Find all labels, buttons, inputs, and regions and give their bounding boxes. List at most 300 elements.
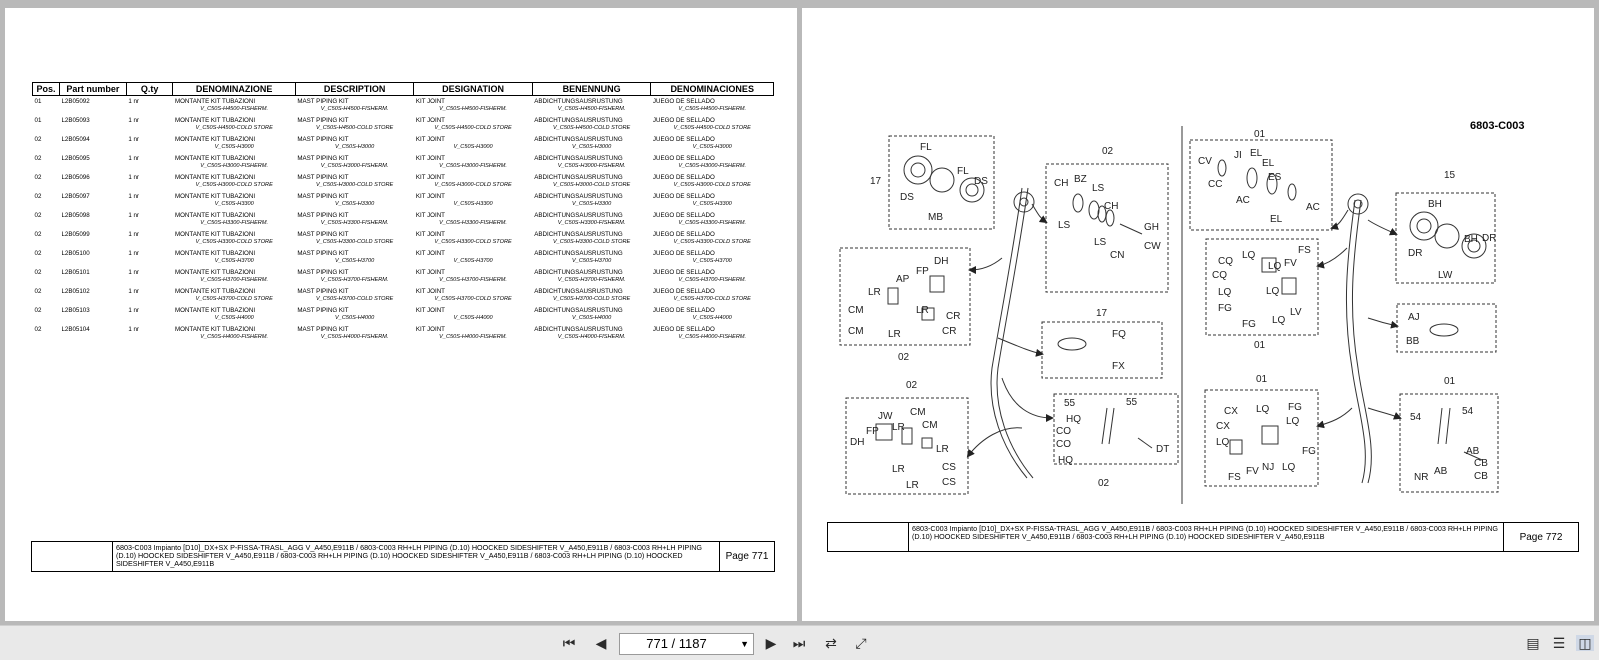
cell-version-note: V_C50S-H3300-FISHERM. <box>320 220 389 226</box>
label-gh: GH <box>1144 222 1159 233</box>
cell-qty: 1 nr <box>128 250 139 257</box>
cell-denominazione: MONTANTE KIT TUBAZIONI <box>174 231 256 238</box>
cell-denominaciones: JUEGO DE SELLADO <box>652 250 715 257</box>
label-bb: BB <box>1406 336 1420 347</box>
label-02-c: 02 <box>906 380 918 391</box>
table-row-note <box>33 106 774 115</box>
col-qty: Q.ty <box>126 83 173 96</box>
cell-version-note: V_C50S-H3000-COLD STORE <box>195 182 273 188</box>
table-row <box>33 305 774 315</box>
cell-version-note: V_C50S-H3700-FISHERM. <box>439 277 507 283</box>
col-part-number: Part number <box>59 83 126 96</box>
cell-version-note: V_C50S-H3000 <box>214 144 254 150</box>
cell-part-number: L2B05100 <box>61 250 90 257</box>
cell-qty: 1 nr <box>128 288 139 295</box>
col-denominaciones: DENOMINACIONES <box>651 83 774 96</box>
cell-description: MAST PIPING KIT <box>297 212 349 219</box>
seal-fl <box>904 156 932 184</box>
cell-denominaciones: JUEGO DE SELLADO <box>652 269 715 276</box>
cell-version-note: V_C50S-H3300 <box>453 201 493 207</box>
cell-description: MAST PIPING KIT <box>297 136 349 143</box>
table-row <box>33 324 774 334</box>
label-lr-2: LR <box>888 329 901 340</box>
cell-version-note: V_C50S-H3300-FISHERM. <box>200 220 269 226</box>
table-row <box>33 267 774 277</box>
continuous-icon[interactable]: ☰ <box>1552 635 1566 651</box>
label-cm-3: CM <box>910 407 926 418</box>
cell-denominaciones: JUEGO DE SELLADO <box>652 326 715 333</box>
table-row-note <box>33 315 774 324</box>
cell-denominaciones: JUEGO DE SELLADO <box>652 193 715 200</box>
label-co-2: CO <box>1056 439 1071 450</box>
cell-pos: 02 <box>34 155 42 162</box>
label-01-d: 01 <box>1444 376 1456 387</box>
cell-denominaciones: JUEGO DE SELLADO <box>652 307 715 314</box>
page-footer <box>31 541 775 572</box>
cell-version-note: V_C50S-H3300 <box>572 201 612 207</box>
page-number: Page 772 <box>1519 531 1563 543</box>
cell-qty: 1 nr <box>128 117 139 124</box>
table-row <box>33 115 774 125</box>
label-el-2: EL <box>1262 158 1275 169</box>
first-page-icon[interactable]: ⏮ <box>562 635 576 651</box>
label-01-c: 01 <box>1256 374 1268 385</box>
cell-pos: 01 <box>34 117 42 124</box>
label-01-b: 01 <box>1254 340 1266 351</box>
label-cm: CM <box>848 305 864 316</box>
cell-version-note: V_C50S-H3300-FISHERM. <box>678 220 747 226</box>
cell-denominaciones: JUEGO DE SELLADO <box>652 231 715 238</box>
cell-part-number: L2B05094 <box>61 136 90 143</box>
table-row-note <box>33 125 774 134</box>
label-bh: BH <box>1428 199 1442 210</box>
cell-benennung: ABDICHTUNGSAUSRUSTUNG <box>534 212 623 219</box>
cell-description: MAST PIPING KIT <box>297 288 349 295</box>
label-ji: JI <box>1234 150 1242 161</box>
label-ch-2: CH <box>1104 201 1119 212</box>
cell-version-note: V_C50S-H4500-COLD STORE <box>315 125 394 131</box>
label-cw: CW <box>1144 241 1161 252</box>
cell-version-note: V_C50S-H3700 <box>214 258 254 264</box>
cell-version-note: V_C50S-H3000-FISHERM. <box>200 163 269 169</box>
label-cb: CB <box>1474 458 1488 469</box>
cell-version-note: V_C50S-H3700 <box>692 258 732 264</box>
cell-description: MAST PIPING KIT <box>297 269 349 276</box>
cell-version-note: V_C50S-H4000 <box>692 315 732 321</box>
label-ch: CH <box>1054 178 1069 189</box>
cell-denominazione: MONTANTE KIT TUBAZIONI <box>174 136 256 143</box>
cell-part-number: L2B05102 <box>61 288 90 295</box>
table-row-note <box>33 201 774 210</box>
cell-version-note: V_C50S-H3700-COLD STORE <box>673 296 751 302</box>
viewer-toolbar <box>0 625 1599 660</box>
cell-version-note: V_C50S-H4500-COLD STORE <box>552 125 631 131</box>
cell-description: MAST PIPING KIT <box>297 193 349 200</box>
cell-designation: KIT JOINT <box>415 269 445 276</box>
cell-part-number: L2B05097 <box>61 193 90 200</box>
cell-version-note: V_C50S-H4500-FISHERM. <box>678 106 747 112</box>
cell-benennung: ABDICHTUNGSAUSRUSTUNG <box>534 117 623 124</box>
cell-version-note: V_C50S-H3700-COLD STORE <box>434 296 512 302</box>
label-ab-2: AB <box>1466 446 1480 457</box>
label-cs-2: CS <box>942 477 956 488</box>
label-ls-3: LS <box>1094 237 1107 248</box>
cell-version-note: V_C50S-H4000 <box>214 315 254 321</box>
label-bz: BZ <box>1074 174 1087 185</box>
cell-pos: 02 <box>34 288 42 295</box>
label-hq-2: HQ <box>1058 455 1073 466</box>
table-row <box>33 191 774 201</box>
table-row <box>33 229 774 239</box>
cell-version-note: V_C50S-H4500-FISHERM. <box>439 106 507 112</box>
label-fg: FG <box>1218 303 1232 314</box>
cell-benennung: ABDICHTUNGSAUSRUSTUNG <box>534 326 623 333</box>
cell-version-note: V_C50S-H3000-COLD STORE <box>673 182 751 188</box>
cell-denominaciones: JUEGO DE SELLADO <box>652 98 715 105</box>
cell-qty: 1 nr <box>128 326 139 333</box>
cell-version-note: V_C50S-H4000 <box>453 315 493 321</box>
cell-denominazione: MONTANTE KIT TUBAZIONI <box>174 326 256 333</box>
cell-qty: 1 nr <box>128 307 139 314</box>
table-row-note <box>33 220 774 229</box>
cell-denominazione: MONTANTE KIT TUBAZIONI <box>174 288 256 295</box>
cell-description: MAST PIPING KIT <box>297 174 349 181</box>
label-lr-3: LR <box>916 305 929 316</box>
cell-denominazione: MONTANTE KIT TUBAZIONI <box>174 250 256 257</box>
cell-version-note: V_C50S-H3300 <box>214 201 254 207</box>
seal-bh <box>1410 212 1438 240</box>
label-co: CO <box>1056 426 1071 437</box>
label-fg-4: FG <box>1302 446 1316 457</box>
col-designation: DESIGNATION <box>414 83 532 96</box>
label-dh-2: DH <box>850 437 865 448</box>
cell-qty: 1 nr <box>128 193 139 200</box>
label-54: 54 <box>1410 412 1422 423</box>
cell-denominazione: MONTANTE KIT TUBAZIONI <box>174 155 256 162</box>
label-es: ES <box>1268 172 1282 183</box>
table-row-note <box>33 258 774 267</box>
cell-designation: KIT JOINT <box>415 250 445 257</box>
cell-qty: 1 nr <box>128 231 139 238</box>
label-jw: JW <box>878 411 893 422</box>
cell-version-note: V_C50S-H3000-COLD STORE <box>315 182 394 188</box>
label-fx: FX <box>1112 361 1125 372</box>
cell-version-note: V_C50S-H3700 <box>572 258 612 264</box>
label-lr-7: LR <box>906 480 919 491</box>
cell-denominaciones: JUEGO DE SELLADO <box>652 117 715 124</box>
cell-designation: KIT JOINT <box>415 98 445 105</box>
cell-pos: 01 <box>34 98 42 105</box>
cell-benennung: ABDICHTUNGSAUSRUSTUNG <box>534 155 623 162</box>
label-el: EL <box>1250 148 1263 159</box>
label-fs-2: FS <box>1228 472 1241 483</box>
cell-version-note: V_C50S-H3300-COLD STORE <box>434 239 512 245</box>
pulley-left <box>1014 192 1034 212</box>
cell-denominazione: MONTANTE KIT TUBAZIONI <box>174 307 256 314</box>
label-cc: CC <box>1208 179 1223 190</box>
cell-version-note: V_C50S-H4000-FISHERM. <box>200 334 269 340</box>
label-17: 17 <box>870 176 882 187</box>
cell-version-note: V_C50S-H3700-FISHERM. <box>557 277 626 283</box>
cell-version-note: V_C50S-H3300-COLD STORE <box>552 239 631 245</box>
cell-version-note: V_C50S-H4500-FISHERM. <box>320 106 389 112</box>
cell-denominazione: MONTANTE KIT TUBAZIONI <box>174 98 256 105</box>
label-02-a: 02 <box>1102 146 1114 157</box>
rotate-icon[interactable]: ⇄ <box>825 635 837 651</box>
col-benennung: BENENNUNG <box>532 83 651 96</box>
label-fq: FQ <box>1112 329 1126 340</box>
cell-designation: KIT JOINT <box>415 212 445 219</box>
table-row-note <box>33 144 774 153</box>
cell-version-note: V_C50S-H3000-FISHERM. <box>439 163 507 169</box>
cell-designation: KIT JOINT <box>415 155 445 162</box>
detail-box-17-clip <box>1042 322 1162 378</box>
label-el-3: EL <box>1270 214 1283 225</box>
label-mb: MB <box>928 212 943 223</box>
table-row <box>33 172 774 182</box>
table-row <box>33 286 774 296</box>
next-page-icon[interactable]: ▶ <box>765 635 777 651</box>
pulley-right <box>1348 194 1368 214</box>
page-771 <box>5 8 797 621</box>
cell-pos: 02 <box>34 136 42 143</box>
label-cq: CQ <box>1218 256 1233 267</box>
cell-version-note: V_C50S-H3000 <box>453 144 493 150</box>
label-lq-5: LQ <box>1272 315 1286 326</box>
label-lw: LW <box>1438 270 1453 281</box>
cell-version-note: V_C50S-H4000-FISHERM. <box>678 334 747 340</box>
cell-pos: 02 <box>34 193 42 200</box>
col-denominazione: DENOMINAZIONE <box>173 83 295 96</box>
cell-denominaciones: JUEGO DE SELLADO <box>652 212 715 219</box>
label-cs: CS <box>942 462 956 473</box>
page-number: Page 771 <box>725 551 769 562</box>
cell-benennung: ABDICHTUNGSAUSRUSTUNG <box>534 193 623 200</box>
table-row <box>33 153 774 163</box>
cell-description: MAST PIPING KIT <box>297 250 349 257</box>
cell-version-note: V_C50S-H3700-COLD STORE <box>195 296 273 302</box>
label-02-b: 02 <box>898 352 910 363</box>
label-aj: AJ <box>1408 312 1420 323</box>
cell-version-note: V_C50S-H4000 <box>572 315 612 321</box>
cell-part-number: L2B05093 <box>61 117 90 124</box>
label-dr: DR <box>1482 233 1497 244</box>
cell-qty: 1 nr <box>128 212 139 219</box>
parts-table <box>32 82 774 343</box>
label-cx: CX <box>1224 406 1238 417</box>
label-lq: LQ <box>1242 250 1256 261</box>
label-nr: NR <box>1414 472 1429 483</box>
label-fg-3: FG <box>1288 402 1302 413</box>
label-fp: FP <box>916 266 929 277</box>
two-page-icon[interactable]: ◫ <box>1576 635 1594 651</box>
cell-description: MAST PIPING KIT <box>297 98 349 105</box>
label-fp-2: FP <box>866 426 879 437</box>
label-nj: NJ <box>1262 462 1275 473</box>
table-row <box>33 134 774 144</box>
label-fl-2: FL <box>957 166 969 177</box>
cell-part-number: L2B05098 <box>61 212 90 219</box>
label-lr-6: LR <box>892 464 905 475</box>
label-ds-2: DS <box>974 176 988 187</box>
chevron-down-icon: ▼ <box>740 639 749 649</box>
label-01-a: 01 <box>1254 129 1266 140</box>
cell-version-note: V_C50S-H3700-COLD STORE <box>552 296 631 302</box>
label-hq: HQ <box>1066 414 1081 425</box>
fit-icon[interactable]: ⤢ <box>855 635 867 651</box>
label-lq-8: LQ <box>1216 437 1230 448</box>
label-55-2: 55 <box>1126 397 1138 408</box>
cell-denominaciones: JUEGO DE SELLADO <box>652 288 715 295</box>
table-row <box>33 210 774 220</box>
cell-designation: KIT JOINT <box>415 326 445 333</box>
cell-pos: 02 <box>34 231 42 238</box>
cell-part-number: L2B05101 <box>61 269 90 276</box>
single-page-icon[interactable]: ▤ <box>1526 635 1540 651</box>
label-cb-2: CB <box>1474 471 1488 482</box>
label-17-b: 17 <box>1096 308 1108 319</box>
cell-version-note: V_C50S-H3000-COLD STORE <box>552 182 631 188</box>
cell-designation: KIT JOINT <box>415 307 445 314</box>
cell-version-note: V_C50S-H4000 <box>335 315 375 321</box>
label-lr-5: LR <box>936 444 949 455</box>
cell-version-note: V_C50S-H3700 <box>453 258 493 264</box>
cell-pos: 02 <box>34 326 42 333</box>
page-indicator: 771 / 1187 <box>646 636 707 651</box>
cell-version-note: V_C50S-H3300-FISHERM. <box>557 220 626 226</box>
label-lr-4: LR <box>892 422 905 433</box>
cell-pos: 02 <box>34 269 42 276</box>
cell-designation: KIT JOINT <box>415 136 445 143</box>
cell-denominazione: MONTANTE KIT TUBAZIONI <box>174 212 256 219</box>
table-row-note <box>33 334 774 343</box>
cell-qty: 1 nr <box>128 155 139 162</box>
label-cx-2: CX <box>1216 421 1230 432</box>
cell-version-note: V_C50S-H3700-FISHERM. <box>200 277 269 283</box>
footer-text: 6803-C003 Impianto [D10]_DX+SX P-FISSA-TRASL_AGG V_A450,E911B / 6803-C003 RH+LH PIPING (D.10) HOOCKED SIDESHIFTER V_A450,E911B / 6803-C003 RH+LH PIPING (D.10) HOOCKED SIDESHIFTER V_A450,E911B / 6803-C003 RH+LH PIPING (D.10) HOOCKED SIDESHIFTER V_A450,E911B / 6803-C003 RH+LH PIPING (D.10) HOOCKED SIDESHIFTER V_A450,E911B <box>113 542 720 571</box>
cell-benennung: ABDICHTUNGSAUSRUSTUNG <box>534 98 623 105</box>
cell-designation: KIT JOINT <box>415 231 445 238</box>
label-lr: LR <box>868 287 881 298</box>
cell-designation: KIT JOINT <box>415 117 445 124</box>
label-cm-4: CM <box>922 420 938 431</box>
label-cq-2: CQ <box>1212 270 1227 281</box>
cell-denominazione: MONTANTE KIT TUBAZIONI <box>174 269 256 276</box>
col-pos: Pos. <box>33 83 60 96</box>
label-lq-4: LQ <box>1266 286 1280 297</box>
label-55: 55 <box>1064 398 1076 409</box>
cell-denominazione: MONTANTE KIT TUBAZIONI <box>174 174 256 181</box>
cell-version-note: V_C50S-H3300-COLD STORE <box>315 239 394 245</box>
cell-version-note: V_C50S-H3000-COLD STORE <box>434 182 512 188</box>
page-772 <box>802 8 1594 621</box>
cell-pos: 02 <box>34 212 42 219</box>
cell-denominaciones: JUEGO DE SELLADO <box>652 174 715 181</box>
label-cv: CV <box>1198 156 1212 167</box>
cell-qty: 1 nr <box>128 174 139 181</box>
cell-version-note: V_C50S-H4000-FISHERM. <box>439 334 507 340</box>
cell-version-note: V_C50S-H3000-FISHERM. <box>678 163 747 169</box>
cell-designation: KIT JOINT <box>415 193 445 200</box>
label-bh-2: BH <box>1464 234 1478 245</box>
cell-version-note: V_C50S-H3000 <box>335 144 375 150</box>
cell-description: MAST PIPING KIT <box>297 155 349 162</box>
cell-version-note: V_C50S-H3700-FISHERM. <box>678 277 747 283</box>
cell-benennung: ABDICHTUNGSAUSRUSTUNG <box>534 231 623 238</box>
last-page-icon[interactable]: ⏭ <box>792 635 806 651</box>
label-ab: AB <box>1434 466 1448 477</box>
cell-description: MAST PIPING KIT <box>297 326 349 333</box>
parts-table-body <box>33 96 774 344</box>
cell-designation: KIT JOINT <box>415 174 445 181</box>
label-ds: DS <box>900 192 914 203</box>
exploded-diagram <box>802 108 1594 508</box>
label-dt: DT <box>1156 444 1170 455</box>
cell-version-note: V_C50S-H4500-COLD STORE <box>673 125 751 131</box>
cell-pos: 02 <box>34 174 42 181</box>
label-cr-2: CR <box>942 326 957 337</box>
label-fl: FL <box>920 142 932 153</box>
cell-version-note: V_C50S-H3000-FISHERM. <box>557 163 626 169</box>
label-cn: CN <box>1110 250 1125 261</box>
cell-version-note: V_C50S-H3700-COLD STORE <box>315 296 394 302</box>
cell-version-note: V_C50S-H4000-FISHERM. <box>320 334 389 340</box>
cell-version-note: V_C50S-H4000-FISHERM. <box>557 334 626 340</box>
cell-benennung: ABDICHTUNGSAUSRUSTUNG <box>534 288 623 295</box>
cell-pos: 02 <box>34 307 42 314</box>
page-selector[interactable] <box>619 633 754 655</box>
cell-benennung: ABDICHTUNGSAUSRUSTUNG <box>534 307 623 314</box>
label-lq-7: LQ <box>1286 416 1300 427</box>
table-row-note <box>33 182 774 191</box>
table-row-note <box>33 239 774 248</box>
label-fg-2: FG <box>1242 319 1256 330</box>
label-ac-2: AC <box>1306 202 1320 213</box>
label-lq-2: LQ <box>1268 261 1282 272</box>
cell-part-number: L2B05096 <box>61 174 90 181</box>
cell-benennung: ABDICHTUNGSAUSRUSTUNG <box>534 136 623 143</box>
cell-part-number: L2B05104 <box>61 326 90 333</box>
cell-version-note: V_C50S-H3300-FISHERM. <box>439 220 507 226</box>
cell-version-note: V_C50S-H3000 <box>572 144 612 150</box>
cell-denominazione: MONTANTE KIT TUBAZIONI <box>174 193 256 200</box>
label-lq-6: LQ <box>1256 404 1270 415</box>
label-lv: LV <box>1290 307 1302 318</box>
cell-part-number: L2B05103 <box>61 307 90 314</box>
table-row-note <box>33 163 774 172</box>
label-fs: FS <box>1298 245 1311 256</box>
label-fv: FV <box>1284 258 1297 269</box>
label-ls-2: LS <box>1058 220 1071 231</box>
cell-version-note: V_C50S-H4500-COLD STORE <box>195 125 273 131</box>
table-row-note <box>33 277 774 286</box>
cell-version-note: V_C50S-H4500-FISHERM. <box>200 106 269 112</box>
cell-part-number: L2B05099 <box>61 231 90 238</box>
col-description: DESCRIPTION <box>295 83 413 96</box>
label-15: 15 <box>1444 170 1456 181</box>
cell-description: MAST PIPING KIT <box>297 231 349 238</box>
cell-qty: 1 nr <box>128 269 139 276</box>
cell-description: MAST PIPING KIT <box>297 117 349 124</box>
prev-page-icon[interactable]: ◀ <box>595 635 607 651</box>
label-lq-9: LQ <box>1282 462 1296 473</box>
label-dr-2: DR <box>1408 248 1423 259</box>
table-row-note <box>33 296 774 305</box>
cell-denominaciones: JUEGO DE SELLADO <box>652 136 715 143</box>
cell-benennung: ABDICHTUNGSAUSRUSTUNG <box>534 250 623 257</box>
cell-version-note: V_C50S-H3300 <box>692 201 732 207</box>
label-cm-2: CM <box>848 326 864 337</box>
